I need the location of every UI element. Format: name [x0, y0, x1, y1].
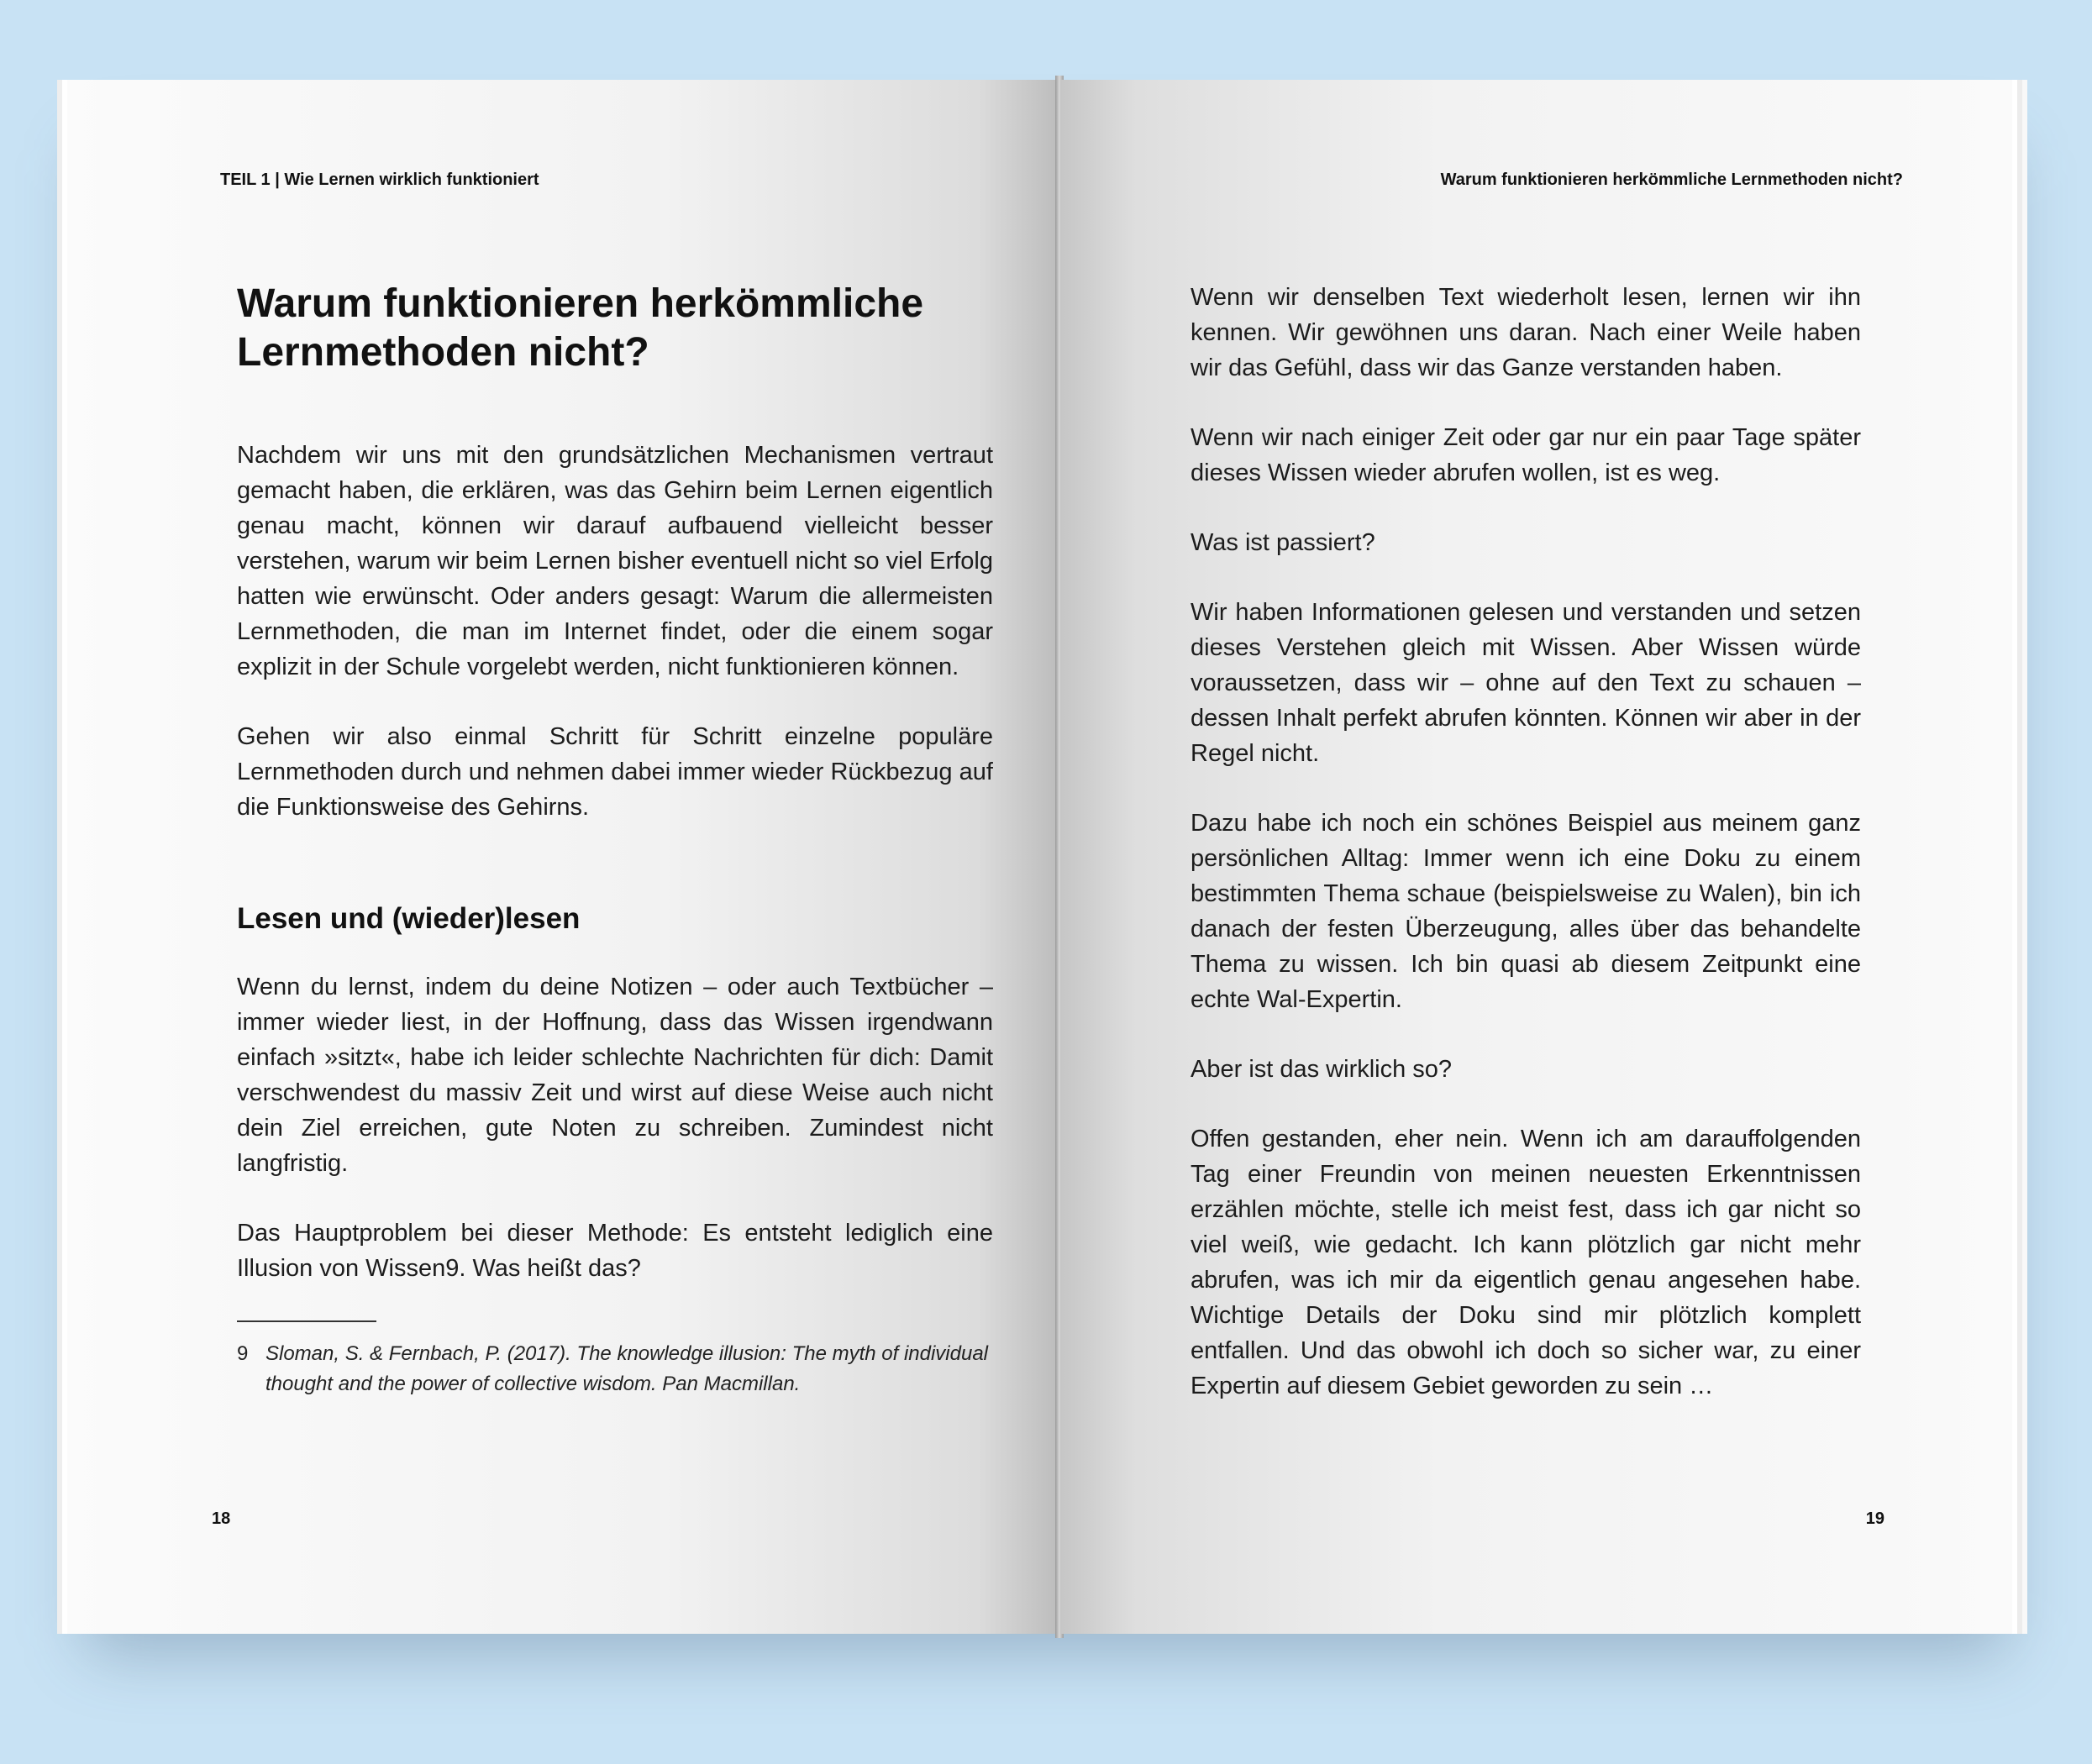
left-page-number: 18	[212, 1509, 231, 1528]
left-paragraph-1: Nachdem wir uns mit den grundsätzlichen Mechanismen vertraut gemacht haben, die erklären, was das Gehirn beim Lernen eigentlich genau macht, können wir darauf aufbauend vielleicht besser verstehen, warum wir beim Lernen bisher eventuell nicht so viel Erfolg hatten wie erwünscht. Oder anders gesagt: Warum die allermeisten Lernmethoden, die man im Internet findet, oder die einem sogar explizit in der Schule vorgelebt werden, nicht funktionieren können.	[237, 442, 993, 680]
left-paragraph-4: Das Hauptproblem bei dieser Methode: Es entsteht lediglich eine Illusion von Wissen9. Was heißt das?	[237, 1220, 993, 1282]
right-paragraph-3: Was ist passiert?	[1191, 529, 1375, 556]
right-page	[1060, 80, 2012, 1634]
right-paragraph-7: Offen gestanden, eher nein. Wenn ich am darauffolgenden Tag einer Freundin von meinen neuesten Erkenntnissen erzählen möchte, stelle ich meist fest, dass ich gar nicht so viel weiß, wie gedacht. Ich kann plötzlich gar nicht mehr abrufen, was ich mir da eigentlich genau angesehen habe. Wichtige Details der Doku sind mir plötzlich komplett entfallen. Und das obwohl ich doch so sicher war, zu einer Expertin auf diesem Gebiet geworden zu sein …	[1191, 1126, 1861, 1399]
right-paragraph-1: Wenn wir denselben Text wiederholt lesen, lernen wir ihn kennen. Wir gewöhnen uns daran. Nach einer Weile haben wir das Gefühl, dass wir das Ganze verstanden haben.	[1191, 284, 1861, 381]
left-page	[67, 80, 1057, 1634]
right-page-content	[1191, 280, 1861, 1438]
left-paragraph-3: Wenn du lernst, indem du deine Notizen – oder auch Textbücher – immer wieder liest, in der Hoffnung, dass das Wissen irgendwann einfach »sitzt«, habe ich leider schlechte Nachrichten für dich: Damit verschwendest du massiv Zeit und wirst auf diese Weise auch nicht dein Ziel erreichen, gute Noten zu schreiben. Zumindest nicht langfristig.	[237, 974, 993, 1177]
left-page-content	[237, 280, 993, 1399]
footnote-text: Sloman, S. & Fernbach, P. (2017). The knowledge illusion: The myth of individual thought and the power of collective wisdom. Pan Macmillan.	[265, 1342, 989, 1395]
right-paragraph-5: Dazu habe ich noch ein schönes Beispiel aus meinem ganz persönlichen Alltag: Immer wenn ich eine Doku zu einem bestimmten Thema schaue (beispielsweise zu Walen), bin ich danach der festen Überzeugung, alles über das behandelte Thema zu wissen. Ich bin quasi ab diesem Zeitpunkt eine echte Wal-Expertin.	[1191, 810, 1861, 1013]
right-paragraph-2: Wenn wir nach einiger Zeit oder gar nur ein paar Tage später dieses Wissen wieder abrufen wollen, ist es weg.	[1191, 424, 1861, 486]
footnote-divider	[237, 1320, 376, 1322]
right-running-head: Warum funktionieren herkömmliche Lernmethoden nicht?	[1440, 171, 1903, 189]
footnote	[237, 1339, 993, 1399]
right-paragraph-4: Wir haben Informationen gelesen und verstanden und setzen dieses Verstehen gleich mit Wissen. Aber Wissen würde voraussetzen, dass wir – ohne auf den Text zu schauen – dessen Inhalt perfekt abrufen könnten. Können wir aber in der Regel nicht.	[1191, 599, 1861, 767]
right-paragraph-6: Aber ist das wirklich so?	[1191, 1056, 1453, 1083]
left-running-head: TEIL 1 | Wie Lernen wirklich funktioniert	[220, 171, 539, 189]
footnote-number: 9	[237, 1342, 249, 1365]
left-paragraph-2: Gehen wir also einmal Schritt für Schritt einzelne populäre Lernmethoden durch und nehmen dabei immer wieder Rückbezug auf die Funktionsweise des Gehirns.	[237, 723, 993, 821]
section-title: Lesen und (wieder)lesen	[237, 902, 581, 935]
chapter-title: Warum funktionieren herkömmliche Lernmethoden nicht?	[237, 281, 924, 375]
right-page-number: 19	[1865, 1509, 1884, 1528]
